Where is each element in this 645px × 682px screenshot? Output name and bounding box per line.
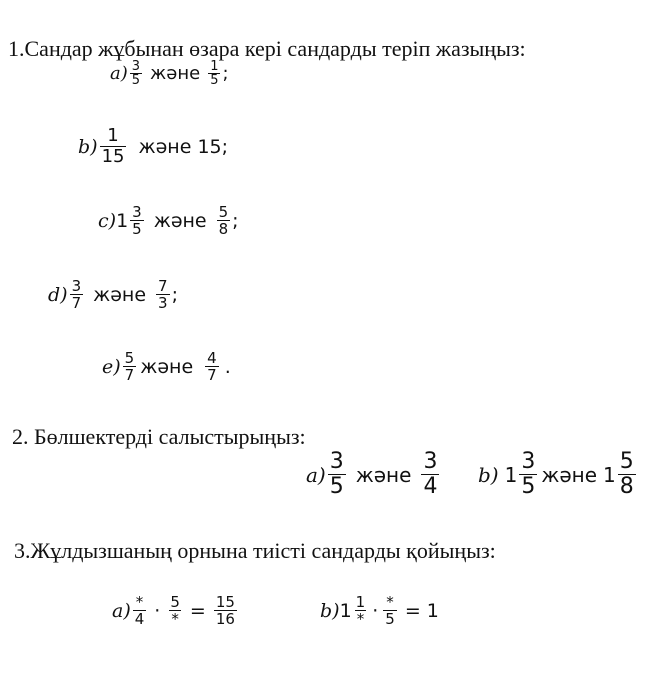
fraction: $\frac{3}{4}$ <box>423 449 438 499</box>
item-letter: a) <box>306 462 326 487</box>
item-letter: d) <box>48 283 68 306</box>
equals-sign: = <box>189 599 206 622</box>
task3-part-a <box>112 594 239 627</box>
item-letter: b) <box>320 599 340 622</box>
conjunction: және <box>150 63 201 84</box>
task1-item-d <box>48 278 178 311</box>
fraction: $\frac{15}{16}$ <box>215 593 235 628</box>
fraction: $\frac{3}{7}$ <box>71 277 82 312</box>
fraction: $\frac{3}{5}$ <box>132 203 142 238</box>
whole-part: 1 <box>339 599 352 622</box>
task1-item-c <box>98 204 239 237</box>
fraction: $\frac{7}{3}$ <box>158 277 168 312</box>
item-letter: e) <box>102 355 121 378</box>
item-letter: b) <box>78 135 98 158</box>
whole-part: 1 <box>116 209 129 232</box>
fraction: $\frac{5}{8}$ <box>619 449 634 499</box>
fraction: $\frac{*}{4}$ <box>134 593 145 628</box>
item-letter: b) <box>478 462 499 487</box>
conjunction: және <box>153 209 207 232</box>
task1-item-b <box>78 126 228 167</box>
equals-sign: = <box>404 599 421 622</box>
multiply-dot: · <box>154 599 161 622</box>
fraction: $\frac{4}{7}$ <box>207 349 217 384</box>
conjunction: және <box>140 355 194 378</box>
fraction: $\frac{*}{5}$ <box>385 593 395 628</box>
item-letter: a) <box>112 599 131 622</box>
item-letter: c) <box>98 209 117 232</box>
fraction: $\frac{3}{5}$ <box>521 449 536 499</box>
fraction: $\frac{1}{*}$ <box>355 593 366 628</box>
task3-part-b <box>320 594 439 627</box>
fraction: $\frac{1}{5}$ <box>210 59 219 88</box>
task2-heading: 2. Бөлшектерді салыстырыңыз: <box>12 424 306 449</box>
task1-item-e <box>102 350 231 383</box>
result-value: 1 <box>426 599 439 622</box>
mixed-number <box>340 594 370 627</box>
whole-part: 1 <box>603 462 616 487</box>
punctuation: ; <box>232 209 239 232</box>
task2-part-a <box>306 450 441 499</box>
punctuation: ; <box>171 283 178 306</box>
punctuation: . <box>224 355 231 378</box>
conjunction: және <box>541 462 598 487</box>
task1-heading: 1.Сандар жұбынан өзара кері сандарды теріп жазыңыз: <box>8 36 526 61</box>
conjunction: және 15; <box>138 135 229 158</box>
task3-heading: 3.Жұлдызшаның орнына тиісті сандарды қойыңыз: <box>14 538 496 563</box>
mixed-number <box>116 204 146 237</box>
punctuation: ; <box>222 63 229 84</box>
fraction: $\frac{5}{*}$ <box>170 593 180 628</box>
item-letter: a) <box>110 63 128 84</box>
fraction: $\frac{1}{15}$ <box>101 125 125 167</box>
mixed-number <box>603 450 638 499</box>
task1-item-a <box>110 60 229 87</box>
fraction: $\frac{3}{5}$ <box>329 449 344 499</box>
fraction: $\frac{3}{5}$ <box>131 59 141 88</box>
conjunction: және <box>93 283 147 306</box>
mixed-number <box>505 450 540 499</box>
multiply-dot: · <box>372 599 379 622</box>
task2-part-b <box>478 450 638 499</box>
fraction: $\frac{5}{7}$ <box>124 349 135 384</box>
fraction: $\frac{5}{8}$ <box>218 203 229 238</box>
whole-part: 1 <box>504 462 518 487</box>
conjunction: және <box>355 462 412 487</box>
